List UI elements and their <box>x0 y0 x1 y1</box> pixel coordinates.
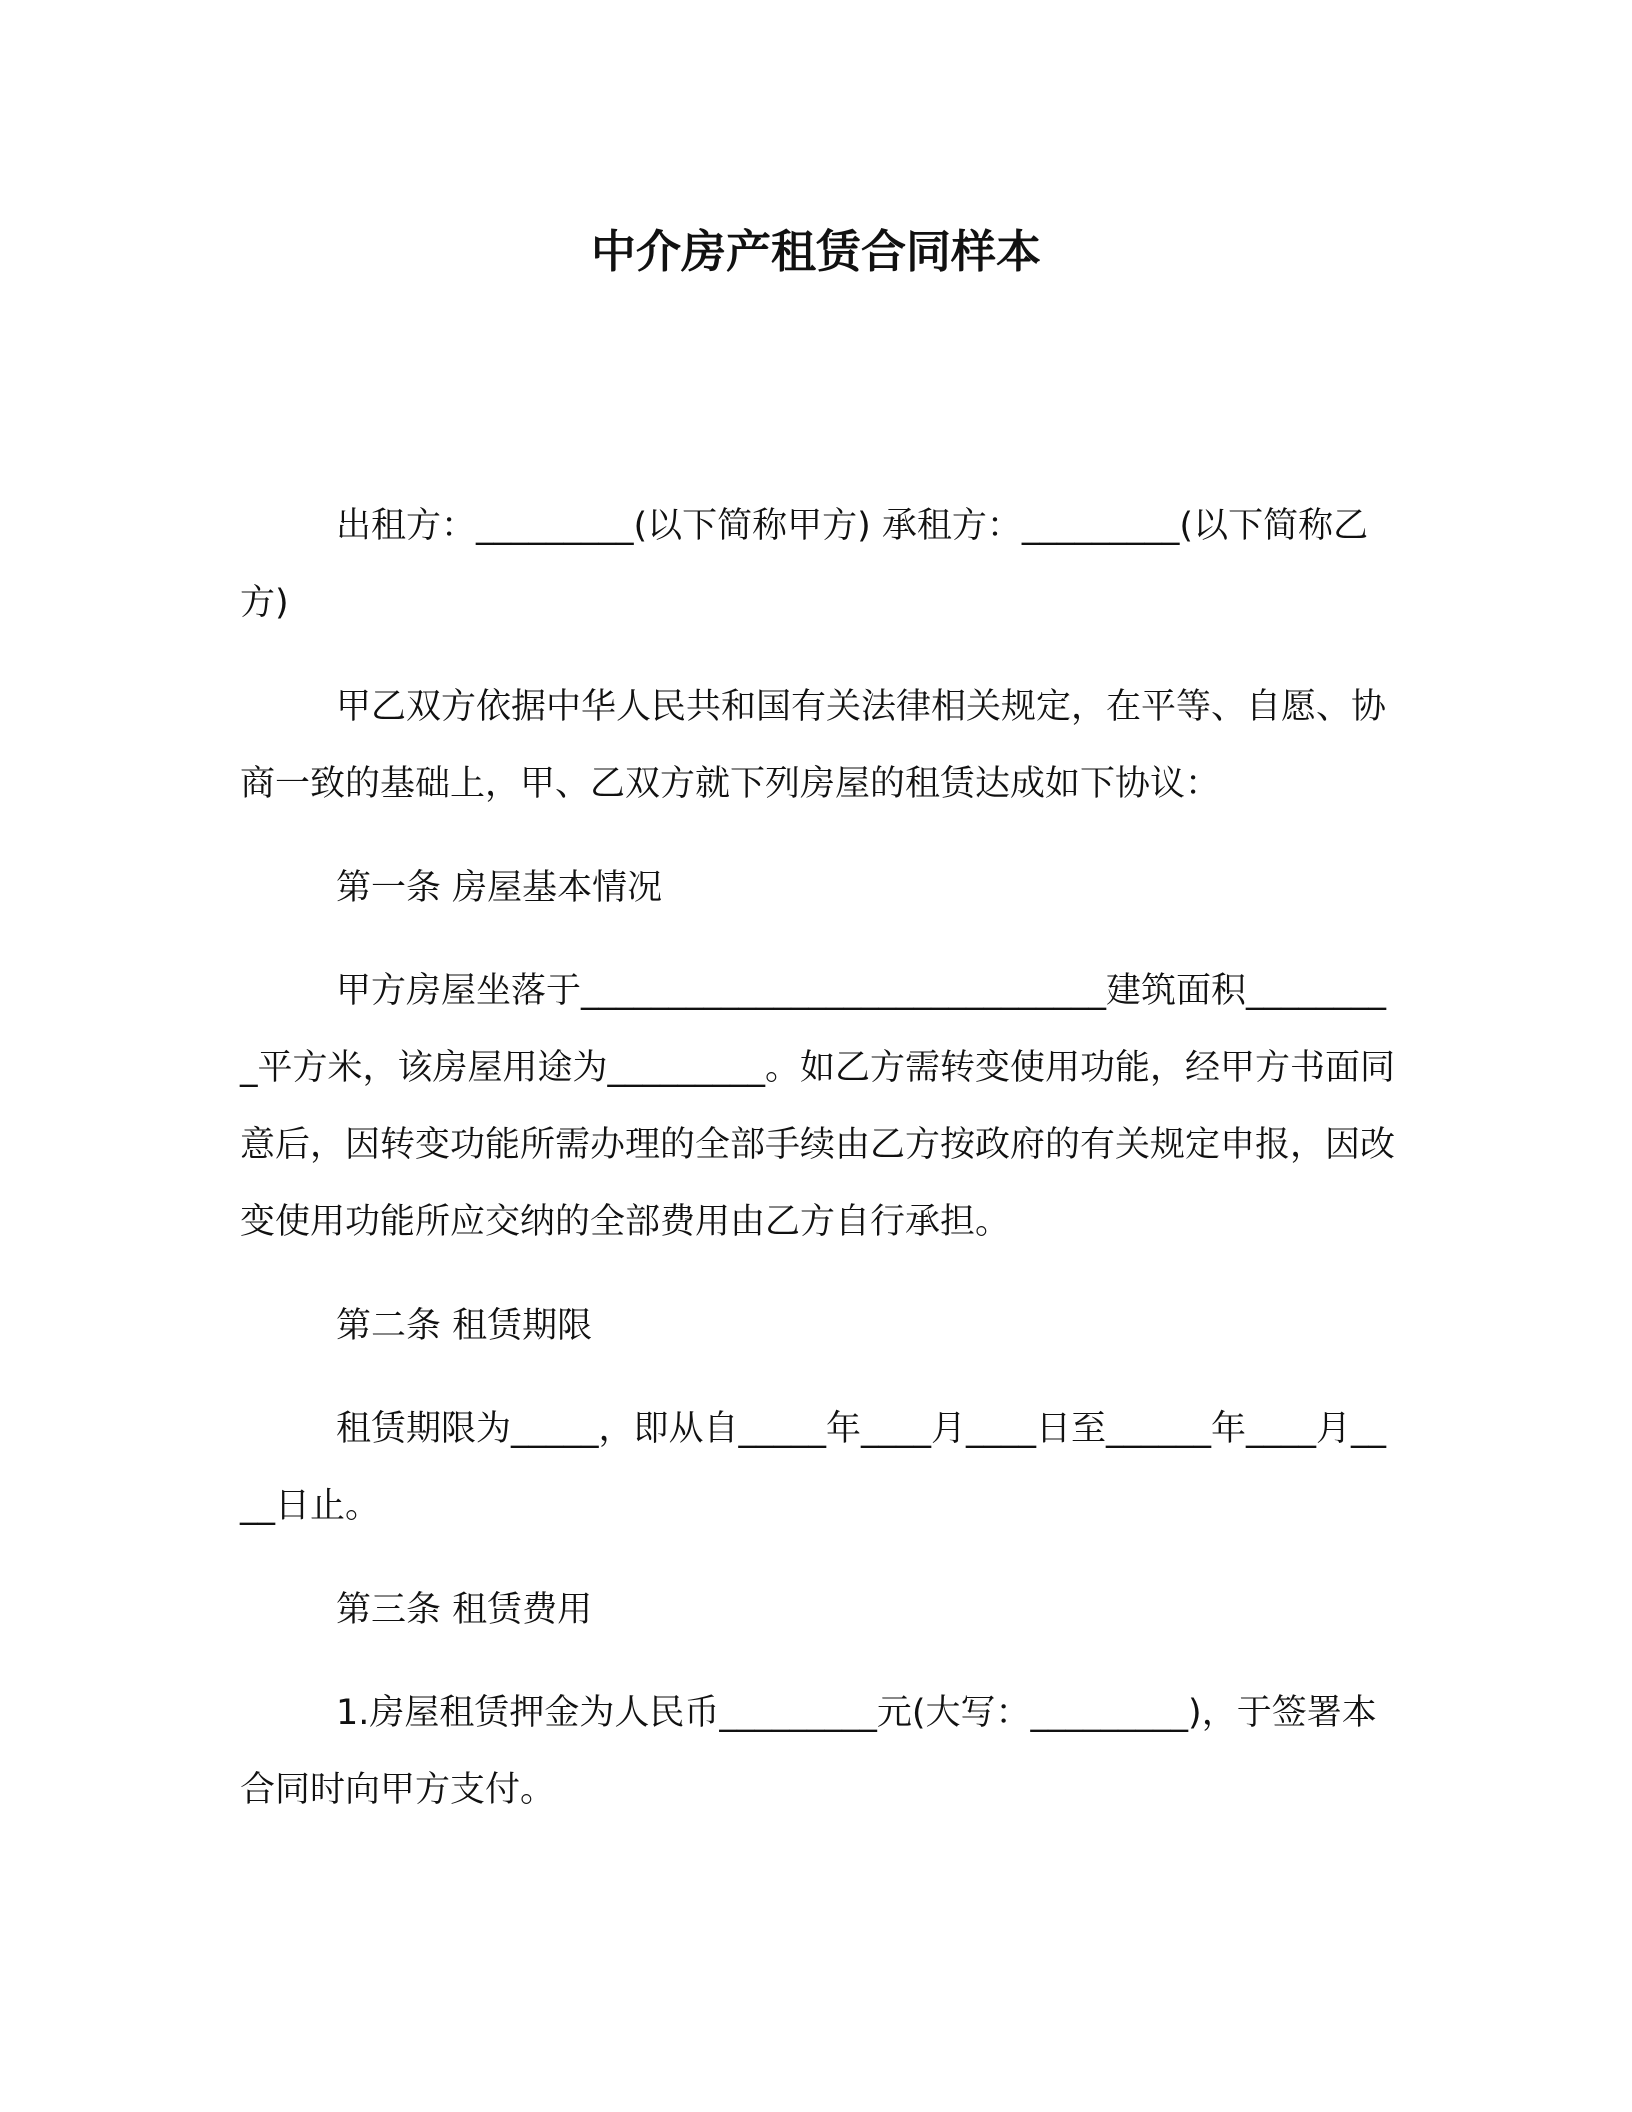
article-1-paragraph: 甲方房屋坐落于______________________________建筑面积_________平方米，该房屋用途为_________。如乙方需转变使用功能，经甲方书面同意后，因转变功能所需办理的全部手续由乙方按政府的有关规定申报，因改变使用功能所应交纳的全部费用由乙方自行承担。 <box>240 971 1396 1242</box>
article-2-paragraph: 租赁期限为_____，即从自_____年____月____日至______年____月____日止。 <box>240 1409 1387 1526</box>
document-body <box>240 488 1400 1856</box>
document-title: 中介房产租赁合同样本 <box>590 225 1041 278</box>
article-3-heading: 第三条 租赁费用 <box>336 1590 593 1630</box>
parties-paragraph: 出租方：_________(以下简称甲方) 承租方：_________(以下简称乙方) <box>240 506 1369 623</box>
article-2-heading: 第二条 租赁期限 <box>336 1306 593 1346</box>
article-3-item-1: 1.房屋租赁押金为人民币_________元(大写：_________)，于签署本合同时向甲方支付。 <box>240 1693 1377 1810</box>
preamble-paragraph: 甲乙双方依据中华人民共和国有关法律相关规定，在平等、自愿、协商一致的基础上，甲、乙双方就下列房屋的租赁达成如下协议： <box>240 687 1387 804</box>
article-1-heading: 第一条 房屋基本情况 <box>336 868 663 908</box>
